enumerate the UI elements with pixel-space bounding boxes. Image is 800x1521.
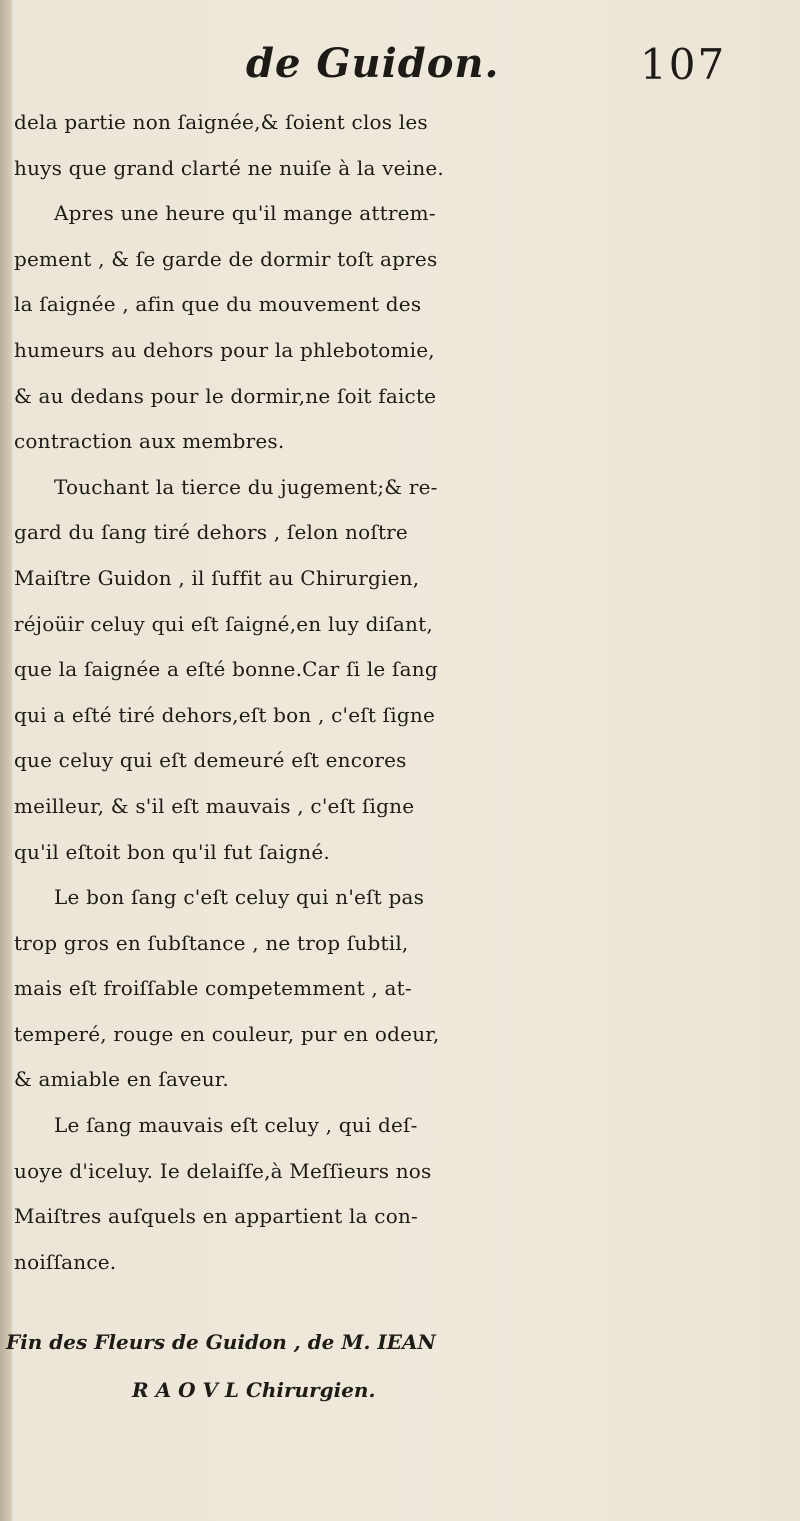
text-line: qui a eſté tiré dehors,eſt bon , c'eſt ſigne	[14, 702, 435, 727]
text-line: Maiſtre Guidon , il ſuffit au Chirurgien,	[14, 565, 420, 590]
text-line: qu'il eſtoit bon qu'il fut ſaigné.	[14, 839, 330, 864]
body-text	[14, 100, 794, 1285]
text-line: trop gros en ſubſtance , ne trop ſubtil,	[14, 930, 409, 955]
page-number: 107	[640, 40, 727, 89]
text-line: noiſſance.	[14, 1249, 117, 1274]
text-line: & au dedans pour le dormir,ne ſoit faicte	[14, 383, 437, 408]
text-line: Touchant la tierce du jugement;& re-	[54, 474, 438, 499]
text-line: que celuy qui eſt demeuré eſt encores	[14, 748, 407, 773]
text-line: Maiſtres auſquels en appartient la con-	[14, 1204, 418, 1229]
text-line: uoye d'iceluy. Ie delaiſſe,à Meſſieurs nos	[14, 1158, 432, 1183]
text-line: Apres une heure qu'il mange attrem-	[54, 201, 436, 226]
text-line: pement , & ſe garde de dormir toſt apres	[14, 246, 438, 271]
colophon-line: R A O V L Chirurgien.	[132, 1378, 376, 1402]
text-line: huys que grand clarté ne nuiſe à la veine.	[14, 155, 444, 180]
text-line: Le bon ſang c'eſt celuy qui n'eſt pas	[54, 885, 425, 910]
colophon	[6, 1318, 796, 1414]
text-line: Le ſang mauvais eſt celuy , qui deſ-	[54, 1113, 418, 1138]
running-title: de Guidon.	[246, 40, 500, 87]
colophon-line: Fin des Fleurs de Guidon , de M. IEAN	[6, 1330, 436, 1354]
text-line: réjoüir celuy qui eſt ſaigné,en luy diſant,	[14, 611, 433, 636]
text-line: & amiable en ſaveur.	[14, 1067, 229, 1092]
text-line: dela partie non ſaignée,& ſoient clos les	[14, 110, 428, 134]
text-line: la ſaignée , afin que du mouvement des	[14, 292, 422, 317]
text-line: meilleur, & s'il eſt mauvais , c'eſt ſigne	[14, 793, 415, 818]
text-line: que la ſaignée a eſté bonne.Car ſi le ſang	[14, 657, 438, 682]
text-line: contraction aux membres.	[14, 429, 285, 454]
page-header	[0, 40, 800, 98]
page-gutter-shadow	[0, 0, 12, 1521]
text-line: mais eſt froiſſable competemment , at-	[14, 976, 412, 1001]
text-line: gard du ſang tiré dehors , ſelon noſtre	[14, 520, 408, 545]
text-line: humeurs au dehors pour la phlebotomie,	[14, 337, 435, 362]
text-line: temperé, rouge en couleur, pur en odeur,	[14, 1021, 440, 1046]
